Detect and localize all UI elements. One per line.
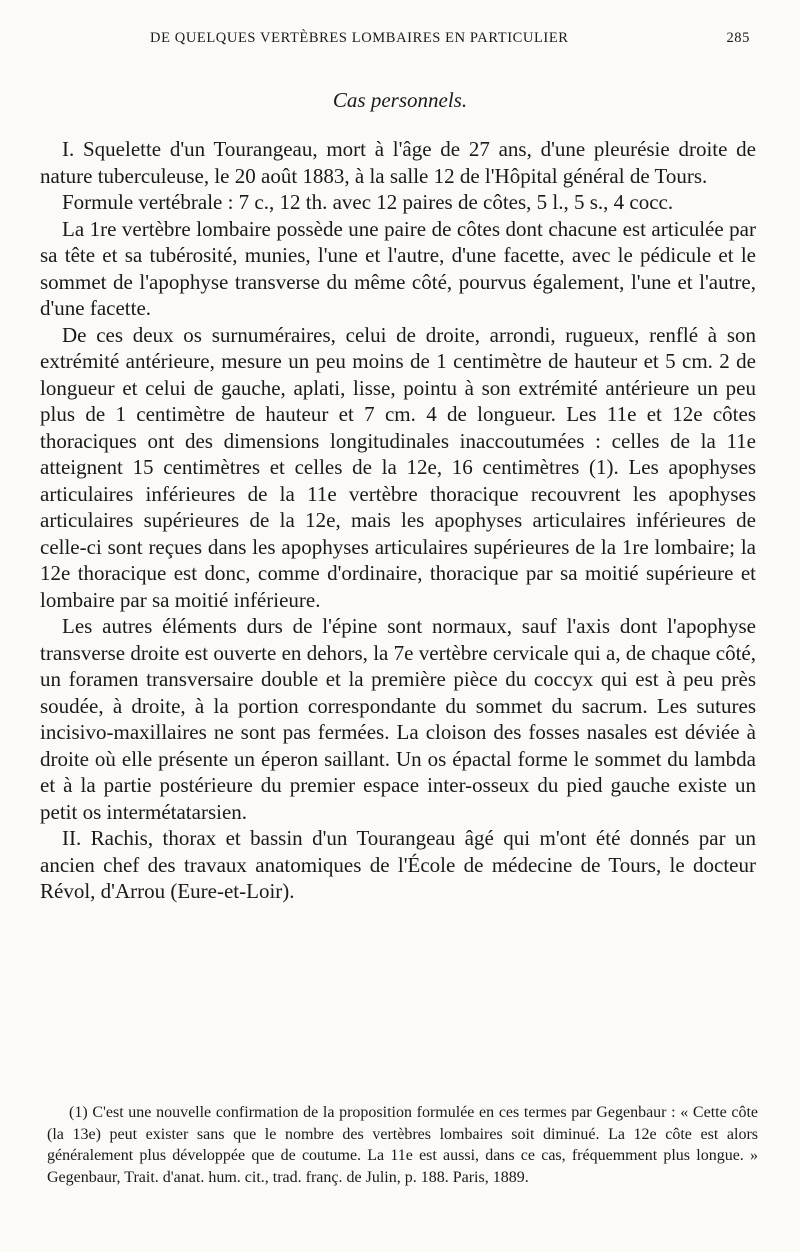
running-title: DE QUELQUES VERTÈBRES LOMBAIRES EN PARTICULIER [150, 30, 569, 46]
paragraph-vertebral-formula: Formule vertébrale : 7 c., 12 th. avec 12 paires de côtes, 5 l., 5 s., 4 cocc. [62, 190, 674, 214]
footnote-text: (1) C'est une nouvelle confirmation de la proposition formulée en ces termes par Gegenbaur : « Cette côte (la 13e) peut exister sans que le nombre des vertèbres lombaires soit diminué. La 12e côte est alors généralement plus développée que de coutume. La 11e est aussi, dans ce cas, fréquemment plus longue. » Gegenbaur, Trait. d'anat. hum. cit., trad. franç. de Julin, p. 188. Paris, 1889. [47, 1104, 758, 1186]
paragraph-case-1-intro: I. Squelette d'un Tourangeau, mort à l'âge de 27 ans, d'une pleurésie droite de nature tuberculeuse, le 20 août 1883, à la salle 12 de l'Hôpital général de Tours. [40, 137, 756, 188]
main-text [40, 136, 756, 905]
paragraph-first-lumbar: La 1re vertèbre lombaire possède une paire de côtes dont chacune est articulée par sa tête et sa tubérosité, munies, l'une et l'autre, d'une facette, avec le pédicule et le sommet de l'apophyse transverse du même côté, pourvus également, l'une et l'autre, d'une facette. [40, 216, 756, 320]
paragraph-case-2-intro: II. Rachis, thorax et bassin d'un Tourangeau âgé qui m'ont été donnés par un ancien chef des travaux anatomiques de l'École de médecine de Tours, le docteur Révol, d'Arrou (Eure-et-Loir). [40, 826, 756, 903]
paragraph-supernumerary-bones: De ces deux os surnuméraires, celui de droite, arrondi, rugueux, renflé à son extrémité antérieure, mesure un peu moins de 1 centimètre de hauteur et 5 cm. 2 de longueur et celui de gauche, aplati, lisse, pointu à son extrémité antérieure un peu plus de 1 centimètre de hauteur et 7 cm. 4 de longueur. Les 11e et 12e côtes thoraciques ont des dimensions longitudinales inaccoutumées : celles de la 11e atteignent 15 centimètres et celles de la 12e, 16 centimètres (1). Les apophyses articulaires inférieures de la 11e vertèbre thoracique recouvrent les apophyses articulaires supérieures de la 12e, mais les apophyses articulaires inférieures de celle-ci sont reçues dans les apophyses articulaires supérieures de la 1re lombaire; la 12e thoracique est donc, comme d'ordinaire, thoracique par sa moitié supérieure et lombaire par sa moitié inférieure. [40, 322, 756, 612]
footnote [47, 1102, 758, 1188]
page-number: 285 [726, 30, 750, 46]
running-header [150, 30, 750, 47]
section-title: Cas personnels. [332, 88, 468, 112]
paragraph-other-elements: Les autres éléments durs de l'épine sont normaux, sauf l'axis dont l'apophyse transverse droite est ouverte en dehors, la 7e vertèbre cervicale qui a, de chaque côté, un foramen transversaire double et la première pièce du coccyx qui est à peu près soudée, à droite, à la portion correspondante du sommet du sacrum. Les sutures incisivo-maxillaires ne sont pas fermées. La cloison des fosses nasales est déviée à droite où elle présente un éperon saillant. Un os épactal forme le sommet du lambda et à la partie postérieure du premier espace inter-osseux du pied gauche existe un petit os intermétatarsien. [40, 614, 756, 824]
